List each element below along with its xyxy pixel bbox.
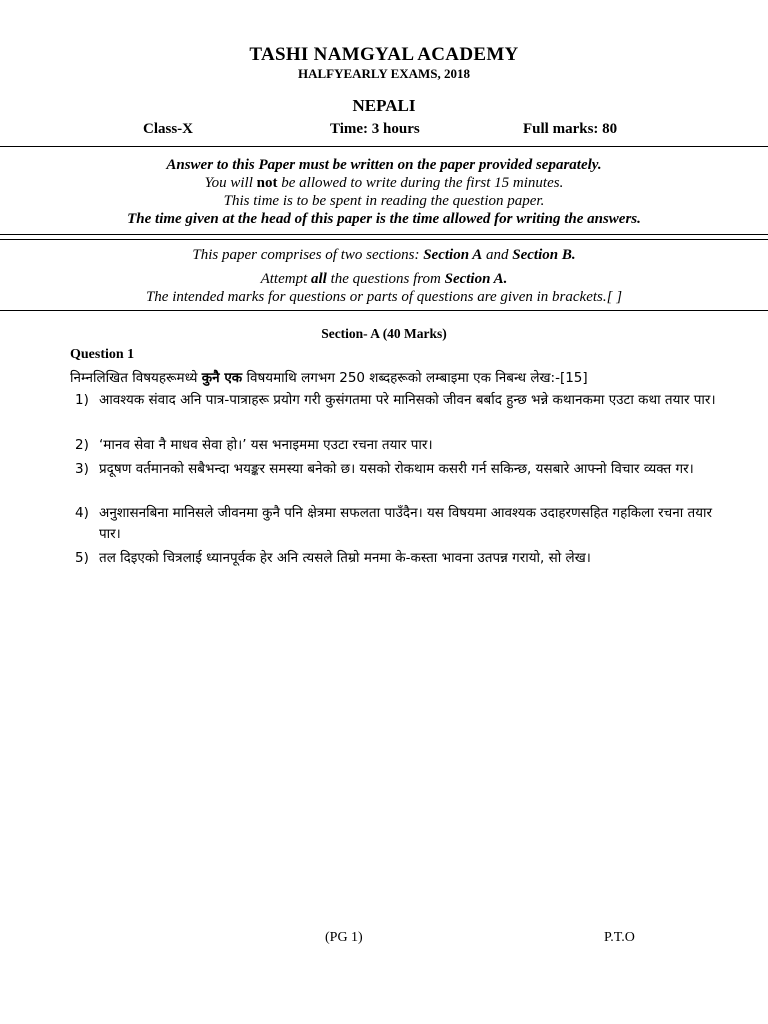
- divider: [0, 239, 768, 240]
- item-text: अनुशासनबिना मानिसले जीवनमा कुनै पनि क्षेत्रमा सफलता पाउँदैन। यस विषयमा आवश्यक उदाहरणसहित गहकिला रचना तयार पार।: [99, 505, 713, 542]
- structure-emphasis: Section B.: [512, 247, 576, 263]
- item-text: ‘मानव सेवा नै माधव सेवा हो।’ यस भनाइममा एउटा रचना तयार पार।: [99, 437, 433, 453]
- pto-label: P.T.O: [604, 930, 635, 945]
- instruction-line-3: This time is to be spent in reading the question paper.: [223, 193, 545, 209]
- school-name: TASHI NAMGYAL ACADEMY: [249, 44, 519, 65]
- full-marks-label: Full marks: 80: [523, 121, 618, 137]
- item-number: 5): [75, 550, 89, 566]
- structure-text: Attempt: [260, 271, 311, 287]
- instruction-line-2: [0, 174, 768, 192]
- list-item: [75, 390, 735, 411]
- list-item: [75, 548, 735, 569]
- item-number: 2): [75, 437, 89, 453]
- question-lead-text: निम्नलिखित विषयहरूमध्ये: [70, 370, 202, 386]
- item-text: प्रदूषण वर्तमानको सबैभन्दा भयङ्कर समस्या बनेको छ। यसको रोकथाम कसरी गर्न सकिन्छ, यसबारे आफ्नो विचार व्यक्त गर।: [99, 461, 694, 477]
- item-number: 1): [75, 392, 89, 408]
- question-lead-text: विषयमाथि लगभग 250 शब्दहरूको लम्बाइमा एक निबन्ध लेख:-[15]: [242, 370, 588, 386]
- section-title: Section- A (40 Marks): [321, 326, 447, 341]
- divider: [0, 146, 768, 147]
- structure-emphasis: Section A.: [444, 271, 508, 287]
- structure-line-1: [0, 246, 768, 264]
- page-number: (PG 1): [325, 930, 363, 945]
- structure-text: the questions from: [326, 271, 445, 287]
- item-number: 3): [75, 461, 89, 477]
- instruction-line: [0, 156, 768, 174]
- time-label: Time: 3 hours: [330, 121, 420, 137]
- list-item: [75, 435, 735, 456]
- divider: [0, 234, 768, 235]
- instruction-line-4-text: The time given at the head of this paper is the time allowed for writing the answers.: [127, 211, 641, 227]
- exam-title: HALFYEARLY EXAMS, 2018: [297, 66, 471, 81]
- list-item: [75, 503, 735, 545]
- instruction-line-1: Answer to this Paper must be written on the paper provided separately.: [166, 157, 602, 173]
- instruction-emphasis: not: [256, 175, 278, 191]
- item-number: 4): [75, 505, 89, 521]
- instruction-line-4: [0, 210, 768, 228]
- structure-emphasis: all: [310, 271, 327, 287]
- question-label: Question 1: [70, 347, 135, 362]
- subject-title: NEPALI: [352, 96, 416, 115]
- item-text: तल दिइएको चित्रलाई ध्यानपूर्वक हेर अनि त्यसले तिम्रो मनमा के-कस्ता भावना उतपन्न गरायो, सो लेख।: [99, 550, 591, 566]
- instruction-text: You will: [204, 175, 257, 191]
- structure-line-3: The intended marks for questions or parts of questions are given in brackets.[ ]: [145, 289, 623, 305]
- structure-text: This paper comprises of two sections:: [192, 247, 424, 263]
- class-label: Class-X: [143, 121, 194, 137]
- structure-emphasis: Section A: [423, 247, 483, 263]
- question-lead-emphasis: कुनै एक: [201, 370, 243, 386]
- list-item: [75, 459, 735, 480]
- structure-text: and: [482, 247, 513, 263]
- instruction-text: be allowed to write during the first 15 minutes.: [277, 175, 564, 191]
- structure-line-2: [0, 270, 768, 288]
- question-lead: [70, 368, 730, 389]
- divider: [0, 310, 768, 311]
- item-text: आवश्यक संवाद अनि पात्र-पात्राहरू प्रयोग गरी कुसंगतमा परे मानिसको जीवन बर्बाद हुन्छ भन्ने कथानकमा एउटा कथा तयार पार।: [99, 392, 716, 408]
